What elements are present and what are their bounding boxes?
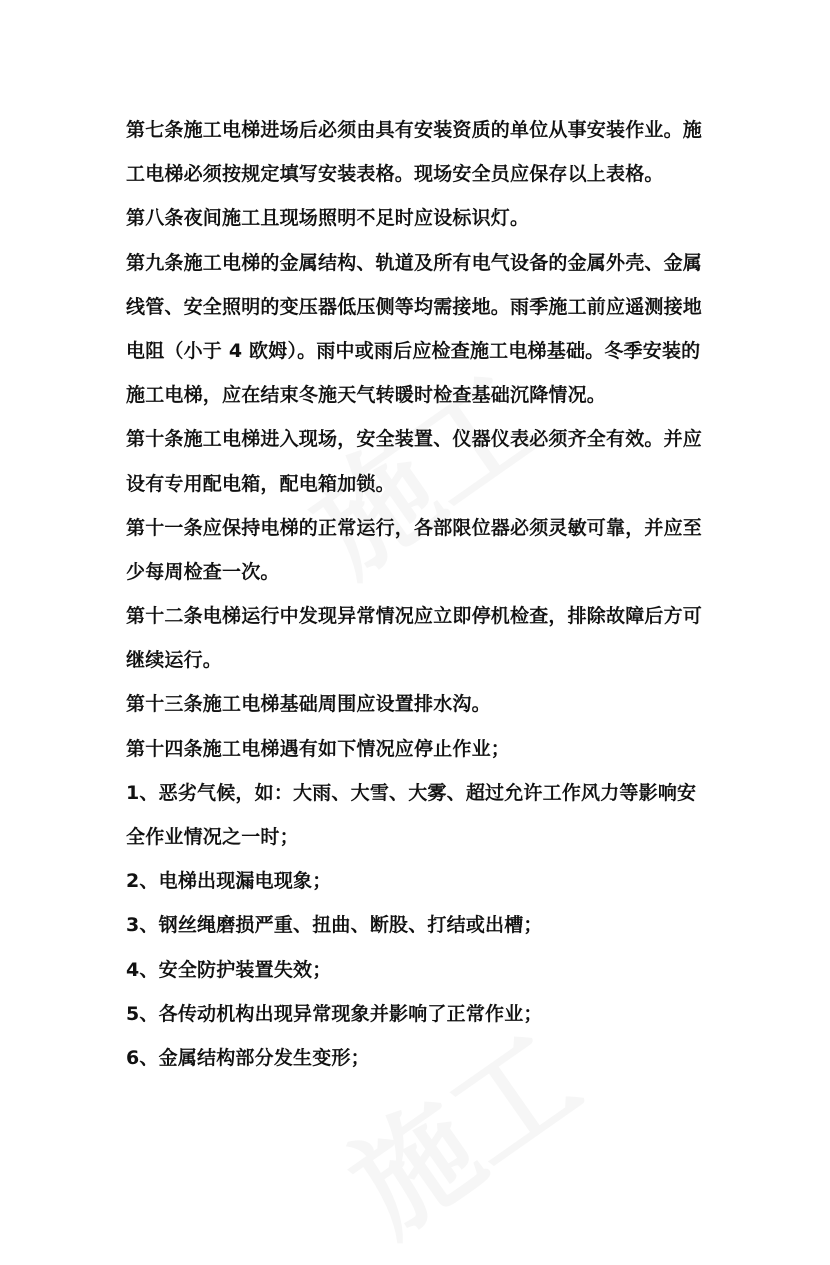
text-line: 第十一条应保持电梯的正常运行，各部限位器必须灵敏可靠，并应至 (126, 516, 703, 539)
text-line: 第八条夜间施工且现场照明不足时应设标识灯。 (126, 207, 530, 230)
text-line: 第十条施工电梯进入现场，安全装置、仪器仪表必须齐全有效。并应 (126, 428, 703, 451)
text-line: 4、安全防护装置失效； (126, 958, 332, 981)
text-line: 第十三条施工电梯基础周围应设置排水沟。 (126, 693, 491, 716)
text-line: 工电梯必须按规定填写安装表格。现场安全员应保存以上表格。 (126, 163, 664, 186)
text-line: 继续运行。 (126, 649, 223, 672)
text-line: 2、电梯出现漏电现象； (126, 870, 332, 893)
text-line: 全作业情况之一时； (126, 826, 299, 848)
text-line: 第十二条电梯运行中发现异常情况应立即停机检查，排除故障后方可 (126, 605, 703, 628)
text-line: 施工电梯，应在结束冬施天气转暖时检查基础沉降情况。 (126, 384, 607, 407)
text-line: 第九条施工电梯的金属结构、轨道及所有电气设备的金属外壳、金属 (126, 251, 703, 274)
text-line: 第七条施工电梯进场后必须由具有安装资质的单位从事安装作业。施 (126, 119, 703, 141)
text-line: 5、各传动机构出现异常现象并影响了正常作业； (126, 1002, 543, 1025)
text-line: 6、金属结构部分发生变形； (126, 1046, 370, 1069)
text-line: 线管、安全照明的变压器低压侧等均需接地。雨季施工前应遥测接地 (126, 295, 703, 318)
text-line: 第十四条施工电梯遇有如下情况应停止作业； (126, 737, 511, 760)
text-line: 3、钢丝绳磨损严重、扭曲、断股、打结或出槽； (126, 914, 543, 937)
text-line: 1、恶劣气候，如：大雨、大雪、大雾、超过允许工作风力等影响安 (126, 781, 697, 804)
text-line: 电阻（小于 4 欧姆）。雨中或雨后应检查施工电梯基础。冬季安装的 (126, 339, 701, 362)
text-line: 少每周检查一次。 (126, 560, 280, 583)
document-body (126, 108, 726, 1080)
text-line: 设有专用配电箱，配电箱加锁。 (126, 472, 395, 495)
